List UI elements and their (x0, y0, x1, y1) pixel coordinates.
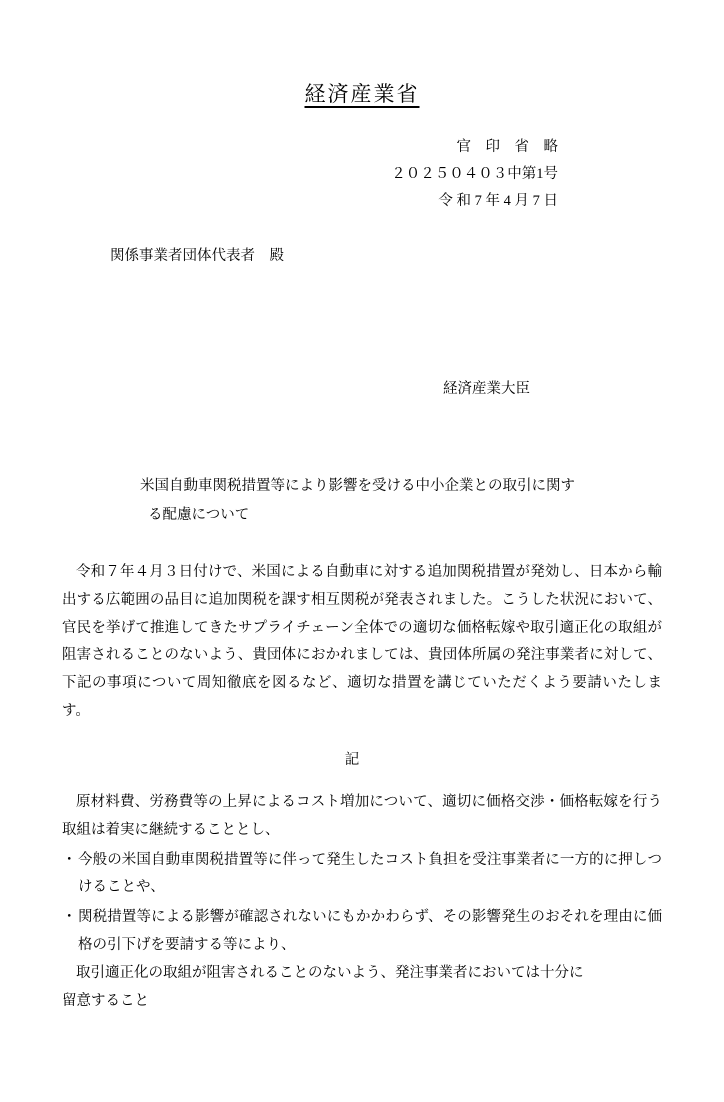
closing-text (62, 960, 662, 1016)
seal-note: 官 印 省 略 (456, 139, 558, 155)
document-meta (62, 134, 662, 214)
issuer: 経済産業大臣 (443, 381, 530, 398)
bullet-text: 今般の米国自動車関税措置等に伴って発生したコスト負担を受注事業者に一方的に押しつけることや、 (78, 851, 662, 896)
bullet-marker: ・ (62, 851, 77, 868)
addressee: 関係事業者団体代表者 殿 (110, 248, 284, 265)
document-page (0, 78, 724, 1102)
ki-marker: 記 (344, 751, 360, 768)
body-paragraph-1: 令和７年４月３日付けで、米国による自動車に対する追加関税措置が発効し、日本から輸出する広範囲の品目に追加関税を課す相互関税が発表されました。こうした状況において、官民を挙げて推進してきたサプライチェーン全体での適切な価格転嫁や取引適正化の取組が阻害されることのないよう、貴団体におかれましては、貴団体所属の発注事業者に対して、下記の事項について周知徹底を図るなど、適切な措置を講じていただくよう要請いたします。 (62, 563, 662, 720)
list-item (62, 847, 662, 903)
page-title: 経済産業省 (304, 82, 420, 106)
document-subject (62, 472, 662, 529)
subject-line-1: 米国自動車関税措置等により影響を受ける中小企業との取引に関す (140, 478, 575, 495)
bullet-marker: ・ (62, 909, 77, 926)
document-number: ２０２５０４０３中第1号 (391, 165, 558, 182)
list-item (62, 904, 662, 960)
closing-line-2: 留意すること (62, 992, 149, 1009)
bullet-text: 関税措置等による影響が確認されないにもかかわらず、その影響発生のおそれを理由に価格の引下げを要請する等により、 (78, 909, 662, 954)
subject-line-2: る配慮について (148, 506, 250, 523)
document-date: 令 和 7 年 4 月 7 日 (438, 192, 558, 209)
body-paragraph-2: 原材料費、労務費等の上昇によるコスト増加について、適切に価格交渉・価格転嫁を行う取組は着実に継続することとし、 (62, 793, 662, 838)
closing-line-1: 取引適正化の取組が阻害されることのないよう、発注事業者においては十分に (76, 964, 584, 981)
bullet-list (62, 847, 662, 960)
